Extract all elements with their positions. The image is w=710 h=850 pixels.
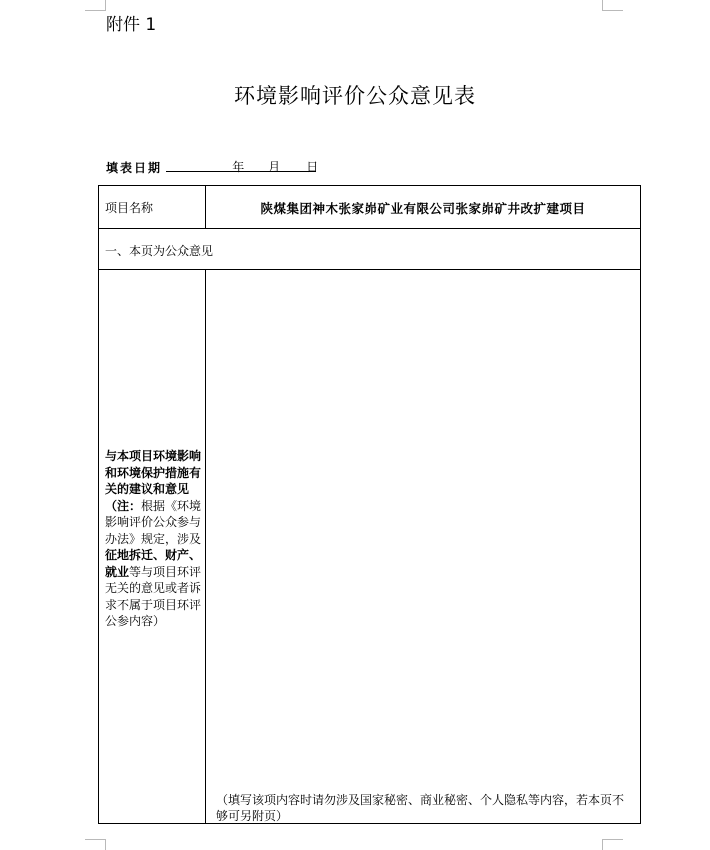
date-field[interactable] (166, 159, 319, 174)
date-label: 填表日期 (106, 161, 163, 175)
date-year-label: 年 (232, 160, 245, 174)
opinion-input-area[interactable] (207, 270, 639, 823)
privacy-note: （填写该项内容时请勿涉及国家秘密、商业秘密、个人隐私等内容，若本页不够可另附页） (216, 793, 625, 823)
date-month-label: 月 (268, 160, 281, 174)
instruction-bold-part-2: 征地拆迁、财产、就业 (105, 548, 202, 579)
crop-mark-top-right (602, 0, 623, 11)
column-divider (205, 186, 206, 228)
section-row (99, 229, 640, 270)
instruction-normal-part-2: 等与项目环评无关的意见或者诉求不属于项目环评公参内容） (105, 564, 202, 628)
crop-mark-top-left (85, 0, 106, 11)
instruction-bold-part-1: 与本项目环境影响和环境保护措施有关的建议和意见（注： (105, 449, 202, 513)
section-heading: 一、本页为公众意见 (105, 244, 214, 258)
date-day-label: 日 (306, 160, 319, 174)
page-title: 环境影响评价公众意见表 (234, 84, 476, 108)
attachment-label: 附件 1 (106, 15, 157, 35)
crop-mark-bottom-right (602, 839, 623, 850)
date-row (106, 159, 319, 176)
column-divider (205, 270, 206, 823)
instruction-normal-part-1: 根据《环境影响评价公众参与办法》规定，涉及 (105, 498, 202, 546)
project-row (99, 186, 640, 229)
crop-mark-bottom-left (85, 839, 106, 850)
opinion-instructions (105, 448, 204, 630)
project-name-value: 陕煤集团神木张家峁矿业有限公司张家峁矿井改扩建项目 (260, 201, 586, 216)
project-name-label: 项目名称 (105, 201, 154, 215)
opinion-form-table (98, 185, 641, 824)
